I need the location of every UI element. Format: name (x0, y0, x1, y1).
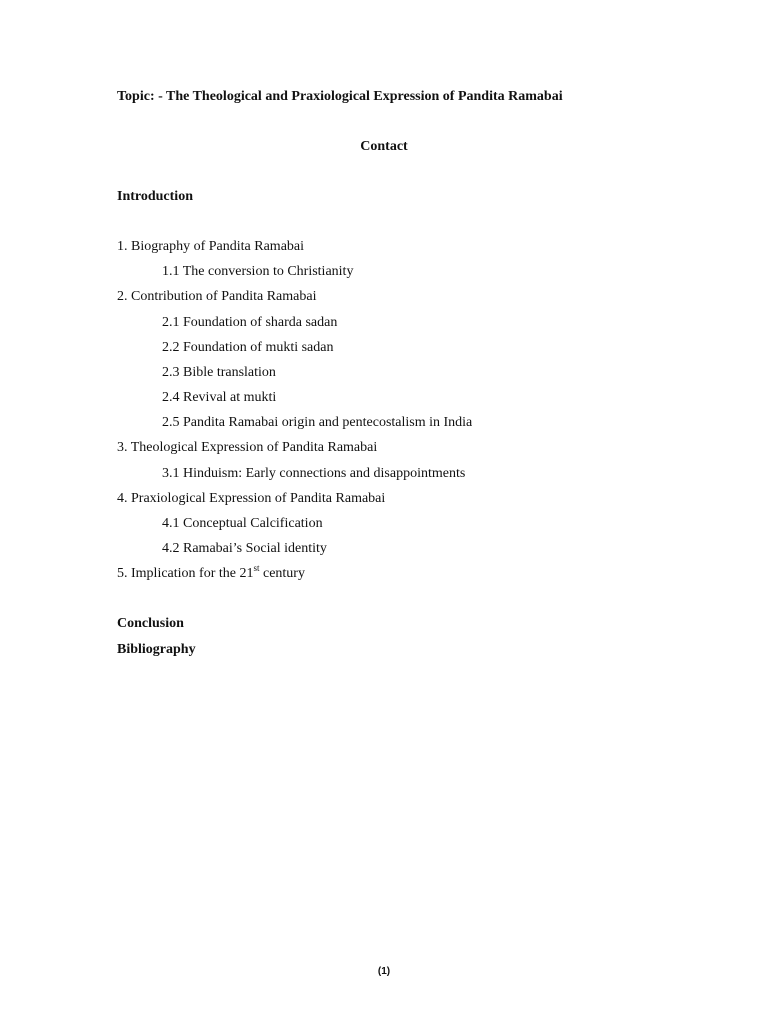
toc-entry-2-1: 2.1 Foundation of sharda sadan (162, 315, 338, 330)
toc-entry-5-suffix: century (259, 566, 305, 581)
toc-entry-2-2: 2.2 Foundation of mukti sadan (162, 340, 334, 355)
page-number: (1) (377, 966, 391, 977)
document-topic-title: Topic: - The Theological and Praxiological Expression of Pandita Ramabai (117, 89, 563, 104)
conclusion-heading: Conclusion (117, 616, 184, 631)
ordinal-superscript: st (253, 563, 260, 573)
toc-entry-5 (117, 565, 305, 583)
toc-entry-3: 3. Theological Expression of Pandita Ramabai (117, 440, 378, 455)
toc-entry-1: 1. Biography of Pandita Ramabai (117, 239, 305, 254)
introduction-heading: Introduction (117, 189, 193, 204)
toc-entry-2-4: 2.4 Revival at mukti (162, 390, 277, 405)
toc-entry-1-1: 1.1 The conversion to Christianity (162, 264, 354, 279)
toc-entry-5-text: 5. Implication for the 21 (117, 566, 254, 581)
toc-entry-3-1: 3.1 Hinduism: Early connections and disappointments (162, 466, 466, 481)
toc-entry-4-1: 4.1 Conceptual Calcification (162, 516, 323, 531)
toc-entry-2-5: 2.5 Pandita Ramabai origin and pentecostalism in India (162, 415, 473, 430)
toc-entry-2: 2. Contribution of Pandita Ramabai (117, 289, 317, 304)
toc-entry-4: 4. Praxiological Expression of Pandita Ramabai (117, 491, 386, 506)
contents-heading: Contact (360, 139, 408, 154)
toc-entry-4-2: 4.2 Ramabai’s Social identity (162, 541, 327, 556)
bibliography-heading: Bibliography (117, 642, 196, 657)
toc-entry-2-3: 2.3 Bible translation (162, 365, 276, 380)
